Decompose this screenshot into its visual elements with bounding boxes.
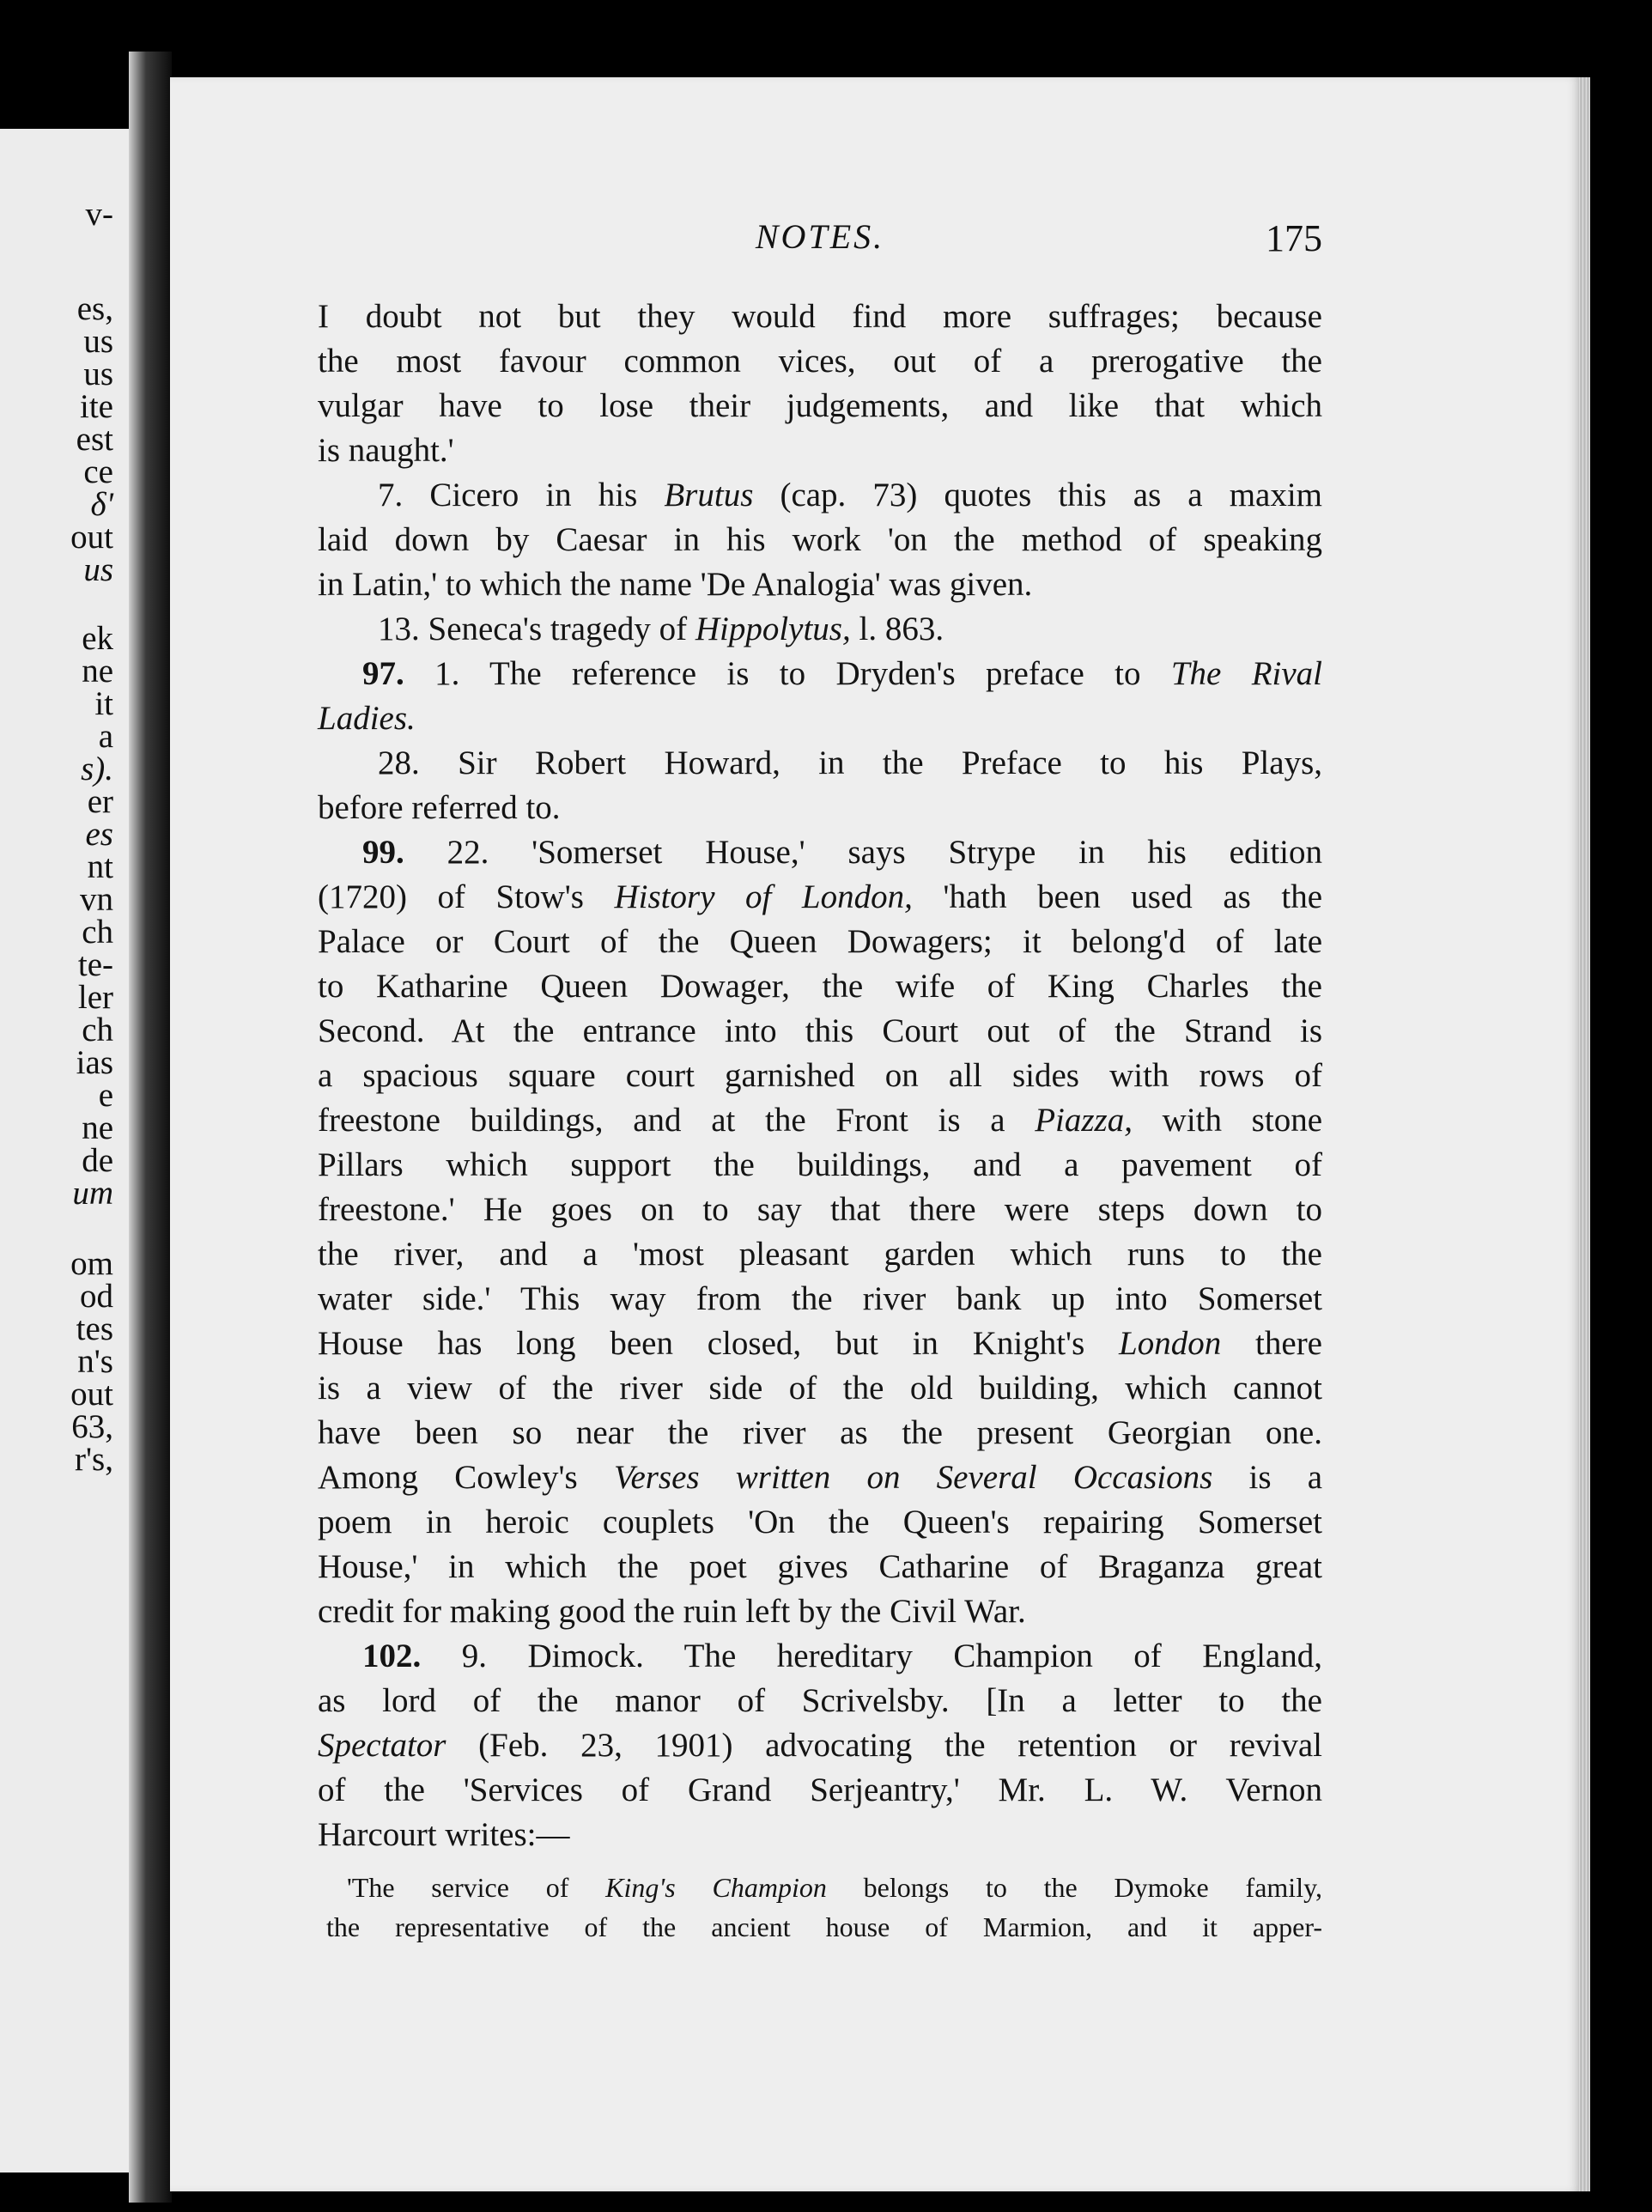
text-line: of the 'Services of Grand Serjeantry,' Mr. L. W. Vernon (318, 1771, 1322, 1808)
note-99: 99. 22. 'Somerset House,' says Strype in his edition (362, 834, 1322, 871)
facing-page-text: od (80, 1278, 113, 1315)
text-line: House has long been closed, but in Knight's London there (318, 1325, 1322, 1362)
text-line: the most favour common vices, out of a prerogative the (318, 343, 1322, 380)
text-line: Palace or Court of the Queen Dowagers; it belong'd of late (318, 923, 1322, 960)
facing-page-text: es, (76, 290, 113, 327)
title-london: London (1119, 1325, 1222, 1362)
facing-page-text: om (70, 1245, 113, 1282)
text-line: have been so near the river as the present Georgian one. (318, 1414, 1322, 1451)
text-line: vulgar have to lose their judgements, and like that which (318, 387, 1322, 424)
page-ref-97: 97. (362, 655, 404, 692)
facing-page-text: out (70, 1376, 113, 1413)
page-body (318, 295, 1322, 1947)
quote-line: 'The service of King's Champion belongs to the Dymoke family, (347, 1872, 1323, 1903)
text-line: to Katharine Queen Dowager, the wife of King Charles the (318, 968, 1322, 1005)
title-brutus: Brutus (664, 477, 754, 514)
facing-page-text: ch (82, 914, 113, 951)
book-spine (129, 52, 172, 2203)
text-line: House,' in which the poet gives Catharine of Braganza great (318, 1548, 1322, 1585)
title-spectator: Spectator (318, 1727, 446, 1764)
running-title: NOTES. (755, 217, 885, 256)
page-header (318, 216, 1322, 268)
facing-page-text: e (98, 1077, 113, 1114)
note-seneca: 13. Seneca's tragedy of Hippolytus, l. 863. (378, 611, 944, 647)
text-line: a spacious square court garnished on all sides with rows of (318, 1057, 1322, 1094)
text-line: is a view of the river side of the old building, which cannot (318, 1370, 1322, 1407)
facing-page-text: ler (77, 979, 113, 1016)
note-howard: 28. Sir Robert Howard, in the Preface to his Plays, (378, 744, 1322, 781)
facing-page-text: ne (82, 653, 113, 690)
text-line: laid down by Caesar in his work 'on the method of speaking (318, 521, 1322, 558)
facing-page-text: est (76, 421, 113, 458)
facing-page-text: r's, (75, 1441, 113, 1478)
facing-page-text: ek (82, 620, 113, 657)
text-line: Second. At the entrance into this Court out of the Strand is (318, 1012, 1322, 1049)
text-line: Pillars which support the buildings, and a pavement of (318, 1146, 1322, 1183)
page-edge (1578, 77, 1590, 2191)
facing-page-fragment (0, 129, 129, 2172)
text-line: in Latin,' to which the name 'De Analogia' was given. (318, 566, 1033, 603)
text-line: is naught.' (318, 432, 454, 469)
facing-page-text: it (94, 685, 113, 722)
title-history-of-london: History of London, (614, 878, 913, 915)
facing-page-text: us (83, 551, 113, 588)
title-verses: Verses written on Several Occasions (613, 1459, 1213, 1496)
text-line: Harcourt writes:— (318, 1816, 570, 1853)
text-line: poem in heroic couplets 'On the Queen's repairing Somerset (318, 1504, 1322, 1540)
note-97: 97. 1. The reference is to Dryden's preface to The Rival (362, 655, 1322, 692)
facing-page-text: s). (81, 750, 113, 787)
text-line: credit for making good the ruin left by the Civil War. (318, 1593, 1026, 1630)
text-line: (1720) of Stow's History of London, 'hath been used as the (318, 878, 1323, 915)
facing-page-text: out (70, 519, 113, 556)
facing-page-text: ce (83, 453, 113, 490)
page-ref-102: 102. (362, 1638, 422, 1674)
note-cicero: 7. Cicero in his Brutus (cap. 73) quotes this as a maxim (378, 477, 1323, 514)
quote-line: the representative of the ancient house of Marmion, and it apper- (326, 1911, 1322, 1942)
facing-page-text: us (83, 356, 113, 392)
facing-page-text: a (98, 718, 113, 755)
facing-page-text: ch (82, 1012, 113, 1048)
facing-page-text: er (87, 783, 113, 820)
facing-page-text: 63, (71, 1408, 113, 1445)
title-hippolytus: Hippolytus, (695, 611, 851, 647)
facing-page-text: n's (77, 1343, 113, 1380)
text-line: Among Cowley's Verses written on Several Occasions is a (318, 1459, 1323, 1496)
facing-page-text: vn (80, 881, 113, 918)
page-ref-99: 99. (362, 834, 404, 871)
title-rival-ladies: The Rival (1170, 655, 1322, 692)
facing-page-text: δ' (90, 486, 113, 523)
text-line: before referred to. (318, 789, 561, 826)
note-102: 102. 9. Dimock. The hereditary Champion of England, (362, 1638, 1322, 1674)
facing-page-text: de (82, 1142, 113, 1179)
text-line: freestone buildings, and at the Front is a Piazza, with stone (318, 1102, 1323, 1139)
facing-page-text: ne (82, 1109, 113, 1146)
facing-page-text: es (85, 816, 113, 853)
facing-page-text: tes (76, 1310, 113, 1347)
text-line: I doubt not but they would find more suffrages; because (318, 298, 1322, 335)
text-line: Spectator (Feb. 23, 1901) advocating the retention or revival (318, 1727, 1323, 1764)
text-line: the river, and a 'most pleasant garden which runs to the (318, 1236, 1322, 1273)
facing-page-text: um (72, 1175, 113, 1212)
text-line: as lord of the manor of Scrivelsby. [In a letter to the (318, 1682, 1322, 1719)
facing-page-text: v- (85, 196, 113, 233)
page-number: 175 (1266, 217, 1322, 259)
facing-page-text: ite (80, 388, 113, 425)
facing-page-text: ias (76, 1044, 113, 1081)
text-line: freestone.' He goes on to say that there were steps down to (318, 1191, 1322, 1228)
word-piazza: Piazza, (1035, 1102, 1133, 1139)
text-line: Ladies. (318, 700, 416, 737)
facing-page-text: us (83, 323, 113, 360)
facing-page-text: te- (77, 946, 113, 983)
title-kings-champion: King's Champion (605, 1872, 827, 1903)
text-line: water side.' This way from the river bank up into Somerset (318, 1280, 1322, 1317)
facing-page-text: nt (87, 848, 113, 885)
